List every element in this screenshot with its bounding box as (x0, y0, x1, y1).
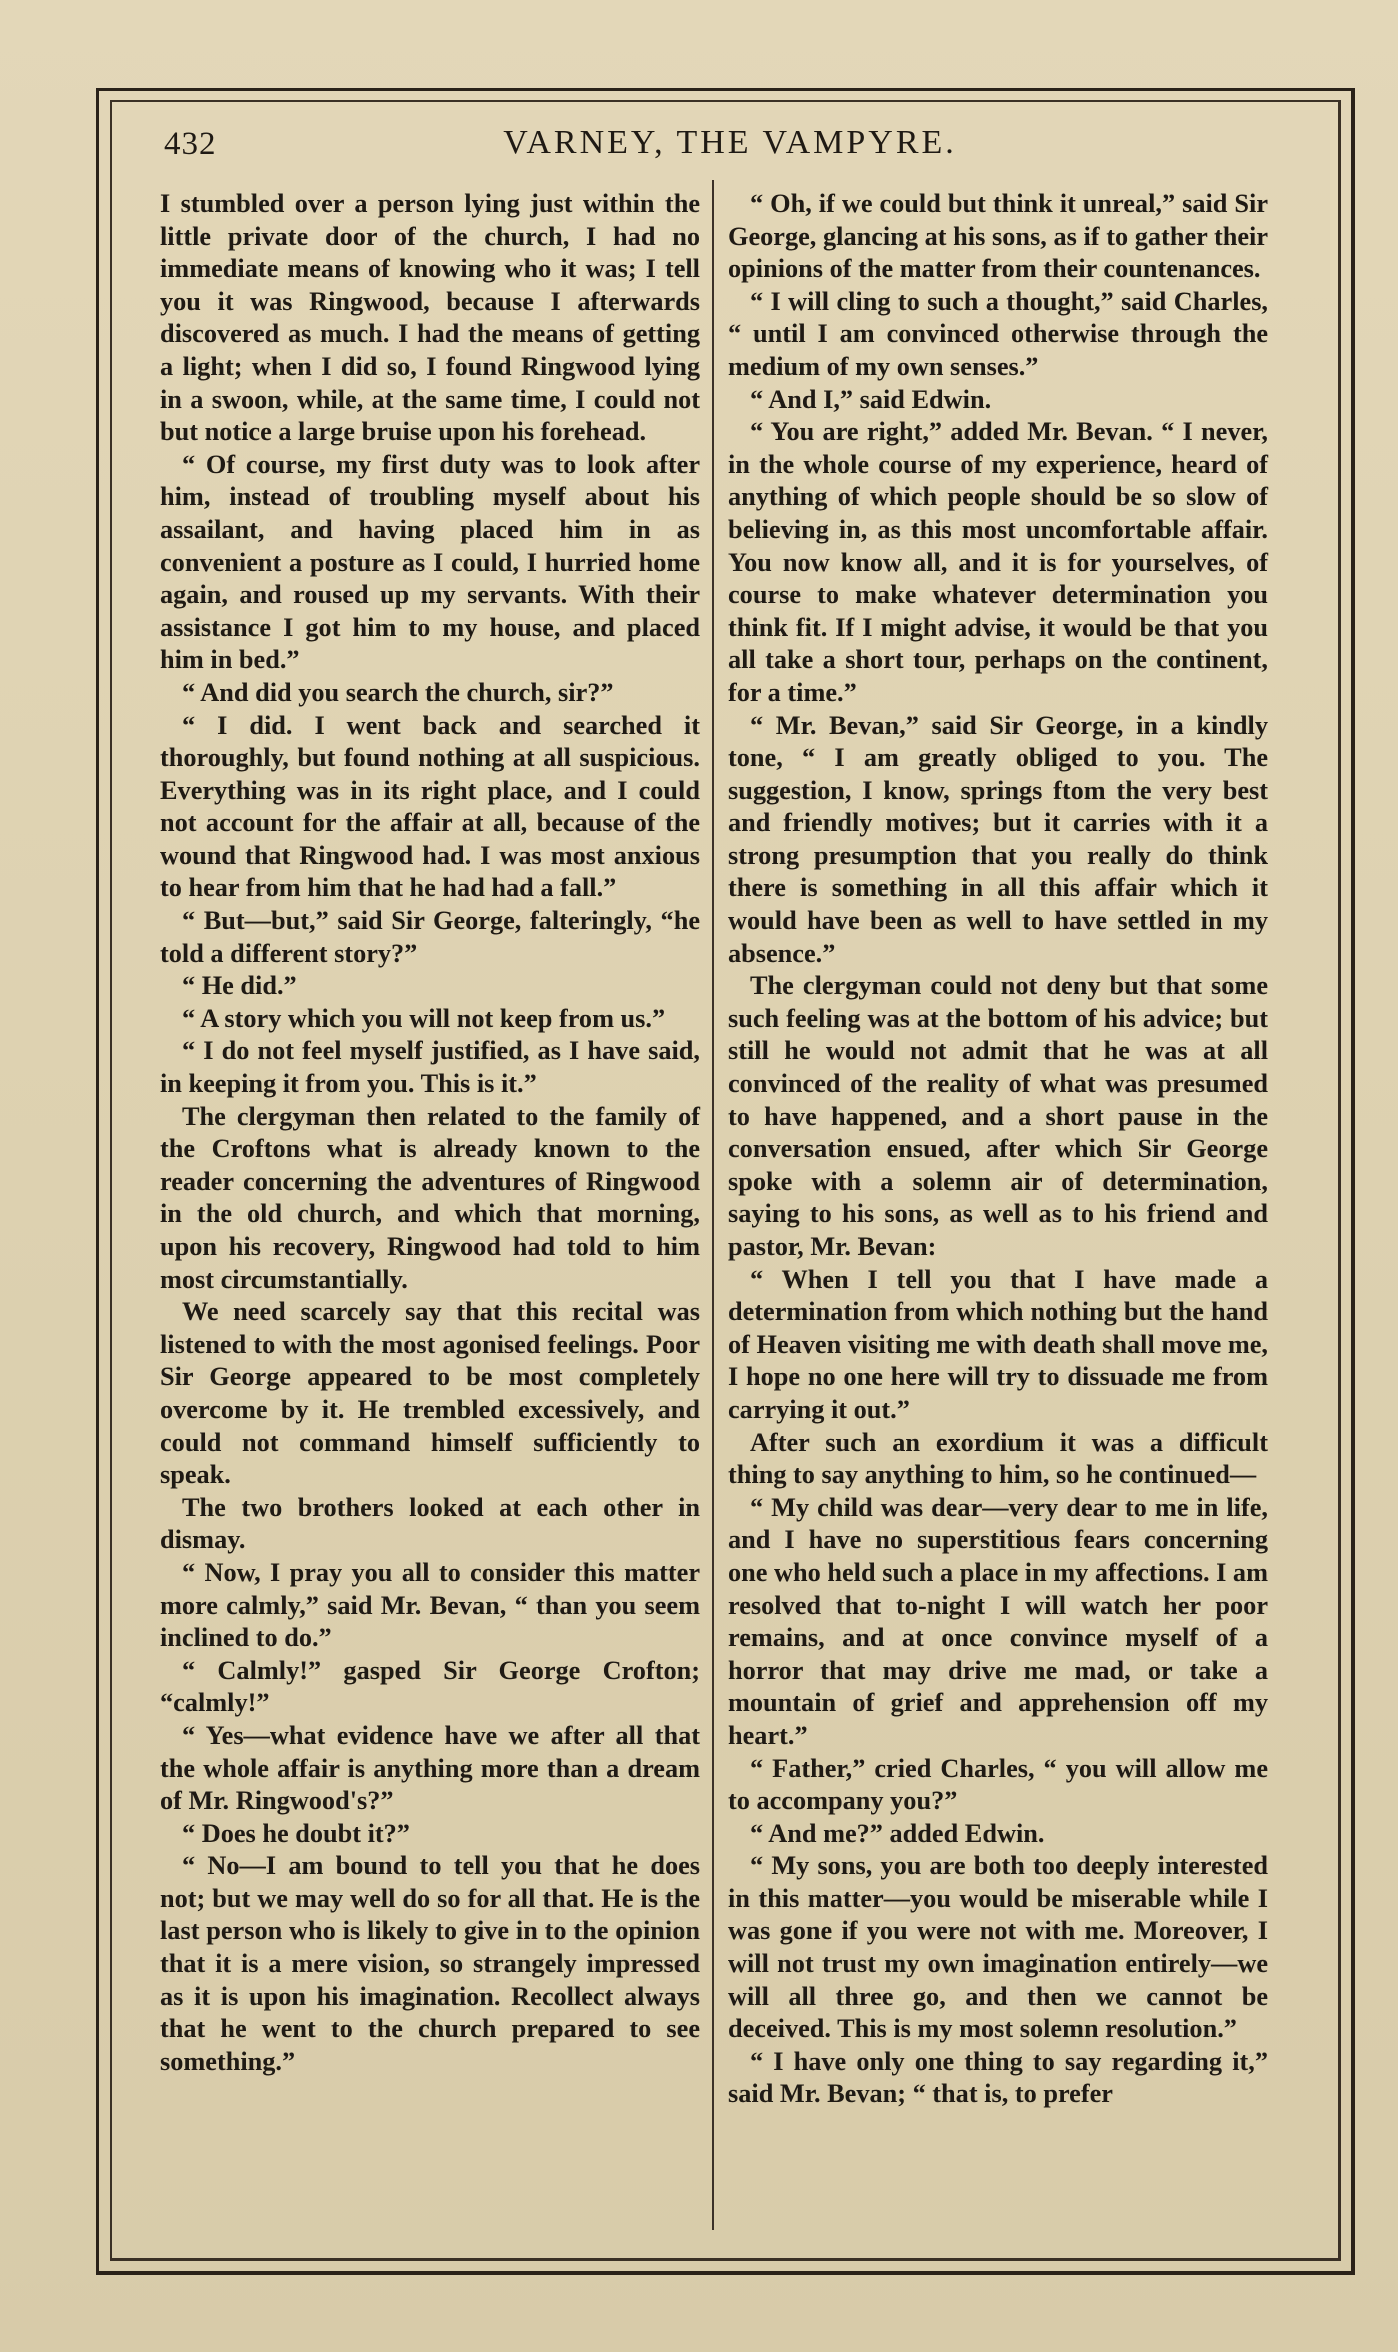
paragraph: “ I have only one thing to say regarding it,” said Mr. Bevan; “ that is, to prefer (728, 2046, 1268, 2109)
paragraph: “ And did you search the church, sir?” (182, 677, 614, 707)
paragraph: “ Yes—what evidence have we after all that the whole affair is anything more than a dream of Mr. Ringwood's?” (160, 1720, 700, 1816)
paragraph: “ Father,” cried Charles, “ you will allow me to accompany you?” (728, 1753, 1268, 1816)
paragraph: “ I will cling to such a thought,” said Charles, “ until I am convinced otherwise through the medium of my own senses.” (728, 286, 1268, 381)
paragraph: “ And me?” added Edwin. (750, 1818, 1045, 1848)
paragraph: “ When I tell you that I have made a determination from which nothing but the hand of Heaven visiting me with death shall move me, I hope no one here will try to dissuade me from carrying it out.” (728, 1264, 1268, 1424)
paragraph: “ He did.” (182, 971, 297, 1001)
paragraph: “ I do not feel myself justified, as I have said, in keeping it from you. This is it.” (160, 1036, 700, 1099)
paragraph: “ I did. I went back and searched it thoroughly, but found nothing at all suspicious. Everything was in its right place, and I could not account for the affair at all, because of the wound that Ringwood had. I was most anxious to hear from him that he had had a fall.” (160, 710, 700, 903)
column-divider (712, 180, 714, 2230)
paragraph: “ Mr. Bevan,” said Sir George, in a kindly tone, “ I am greatly obliged to you. The suggestion, I know, springs ftom the very best and friendly motives; but it carries with it a strong presumption that you really do think there is something in all this affair which it would have been as well to have settled in my absence.” (728, 710, 1268, 968)
paragraph: “ Oh, if we could but think it unreal,” said Sir George, glancing at his sons, as if to gather their opinions of the matter from their countenances. (728, 189, 1268, 284)
paragraph: The two brothers looked at each other in dismay. (160, 1492, 700, 1555)
running-title: VARNEY, THE VAMPYRE. (503, 124, 957, 161)
paragraph: The clergyman then related to the family of the Croftons what is already known to the reader concerning the adventures of Ringwood in the old church, and which that morning, upon his recovery, Ringwood had told to him most circumstantially. (160, 1101, 700, 1294)
paragraph: The clergyman could not deny but that some such feeling was at the bottom of his advice; but still he would not admit that he was at all convinced of the reality of what was presumed to have happened, and a short pause in the conversation ensued, after which Sir George spoke with a solemn air of determination, saying to his sons, as well as to his friend and pastor, Mr. Bevan: (728, 971, 1268, 1261)
left-column (160, 188, 700, 2078)
paragraph: I stumbled over a person lying just within the little private door of the church, I had no immediate means of knowing who it was; I tell you it was Ringwood, because I afterwards discovered as much. I had the means of getting a light; when I did so, I found Ringwood lying in a swoon, while, at the same time, I could not but notice a large bruise upon his forehead. (160, 189, 700, 447)
page-number: 432 (164, 126, 217, 162)
paragraph: “ A story which you will not keep from us.” (182, 1003, 666, 1033)
paragraph: “ No—I am bound to tell you that he does not; but we may well do so for all that. He is the last person who is likely to give in to the opinion that it is a mere vision, so strangely impressed as it is upon his imagination. Recollect always that he went to the church prepared to see something.” (160, 1851, 700, 2076)
paragraph: “ Calmly!” gasped Sir George Crofton; “calmly!” (160, 1655, 700, 1718)
paragraph: “ And I,” said Edwin. (750, 384, 992, 414)
right-column (728, 188, 1268, 2111)
paragraph: “ But—but,” said Sir George, falteringly, “he told a different story?” (160, 906, 700, 968)
paragraph: “ You are right,” added Mr. Bevan. “ I never, in the whole course of my experience, heard of anything of which people should be so slow of believing in, as this most uncomfortable affair. You now know all, and it is for yourselves, of course to make whatever determination you think fit. If I might advise, it would be that you all take a short tour, perhaps on the continent, for a time.” (728, 417, 1268, 707)
page-header (150, 112, 1310, 176)
paragraph: “ My child was dear—very dear to me in life, and I have no superstitious fears concerning one who held such a place in my affections. I am resolved that to-night I will watch her poor remains, and at once convince myself of a horror that may drive me mad, or take a mountain of grief and apprehension off my heart.” (728, 1492, 1268, 1750)
paragraph: We need scarcely say that this recital was listened to with the most agonised feelings. Poor Sir George appeared to be most completely overcome by it. He trembled excessively, and could not command himself sufficiently to speak. (160, 1297, 700, 1490)
footer-rule (110, 2258, 1336, 2260)
paragraph: “ My sons, you are both too deeply interested in this matter—you would be miserable while I was gone if you were not with me. Moreover, I will not trust my own imagination entirely—we will all three go, and then we cannot be deceived. This is my most solemn resolution.” (728, 1851, 1268, 2044)
paragraph: “ Does he doubt it?” (182, 1818, 410, 1848)
paragraph: After such an exordium it was a difficult thing to say anything to him, so he continued— (728, 1427, 1268, 1490)
paragraph: “ Now, I pray you all to consider this matter more calmly,” said Mr. Bevan, “ than you seem inclined to do.” (160, 1557, 700, 1653)
paragraph: “ Of course, my first duty was to look after him, instead of troubling myself about his assailant, and having placed him in as convenient a posture as I could, I hurried home again, and roused up my servants. With their assistance I got him to my house, and placed him in bed.” (160, 449, 700, 675)
